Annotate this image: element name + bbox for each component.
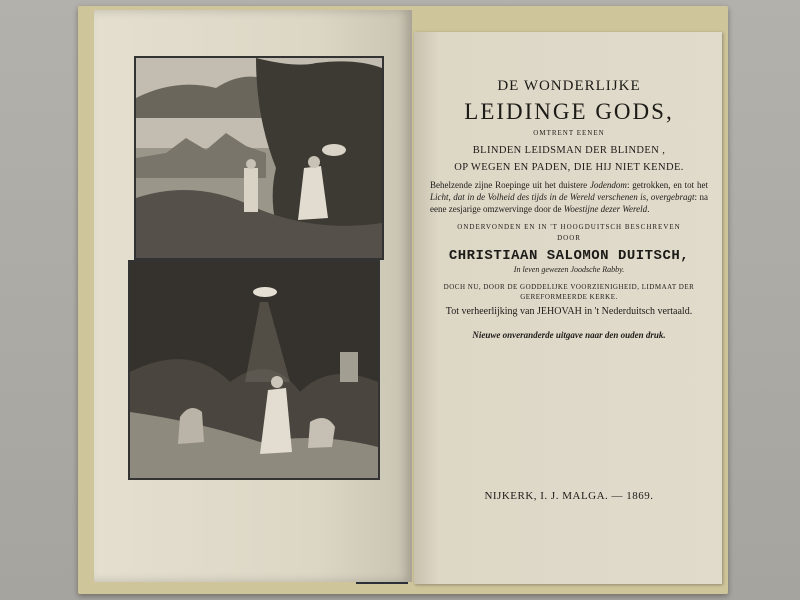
dedication-line: Tot verheerlijking van JEHOVAH in 't Nederduitsch vertaald. [445,306,693,317]
desc-italic-1: Jodendom [589,180,627,190]
subtitle-2: OP WEGEN EN PADEN, DIE HIJ NIET KENDE. [454,162,684,173]
edition-note: Nieuwe onveranderde uitgave naar den ouden druk. [472,330,666,340]
title-omtrent: OMTRENT EENEN [533,129,605,137]
written-line: ONDERVONDEN EN IN 'T HOOGDUITSCH BESCHREVEN [457,223,681,231]
desc-part-4: : na eene zesjarige omzwervinge door de [430,192,709,214]
church-line: DOCH NU, DOOR DE GODDELIJKE VOORZIENIGHEID, LIDMAAT DER GEREFORMEERDE KERKE. [443,283,695,301]
desc-part-5: . [647,204,650,214]
subtitle-1: BLINDEN LEIDSMAN DER BLINDEN , [472,145,666,156]
engraving-landscape-travelers [134,56,384,260]
author-name: CHRISTIAAN SALOMON DUITSCH, [448,248,690,264]
title-line-2: LEIDINGE GODS, [464,99,674,124]
desc-italic-2: Licht [430,192,449,202]
desc-italic-4: Woestijne dezer Wereld [563,204,648,214]
desc-italic-3: dat in de Volheid des tijds in de Wereld verschenen is, overgebragt [453,192,695,202]
door-label: DOOR [557,234,581,242]
engraving-forest-wanderer [128,260,380,480]
description-paragraph [424,179,714,215]
author-note: In leven gewezen Joodsche Rabby. [513,265,625,274]
desc-part-3: , [448,192,454,202]
imprint-line: NIJKERK, I. J. MALGA. — 1869. [484,490,654,502]
desc-part-2: : getrokken, en tot het [626,180,708,190]
desc-part-1: Behelzende zijne Roepinge uit het duistere [430,180,590,190]
title-line-1: DE WONDERLIJKE [497,78,641,94]
title-text-block [424,74,714,340]
